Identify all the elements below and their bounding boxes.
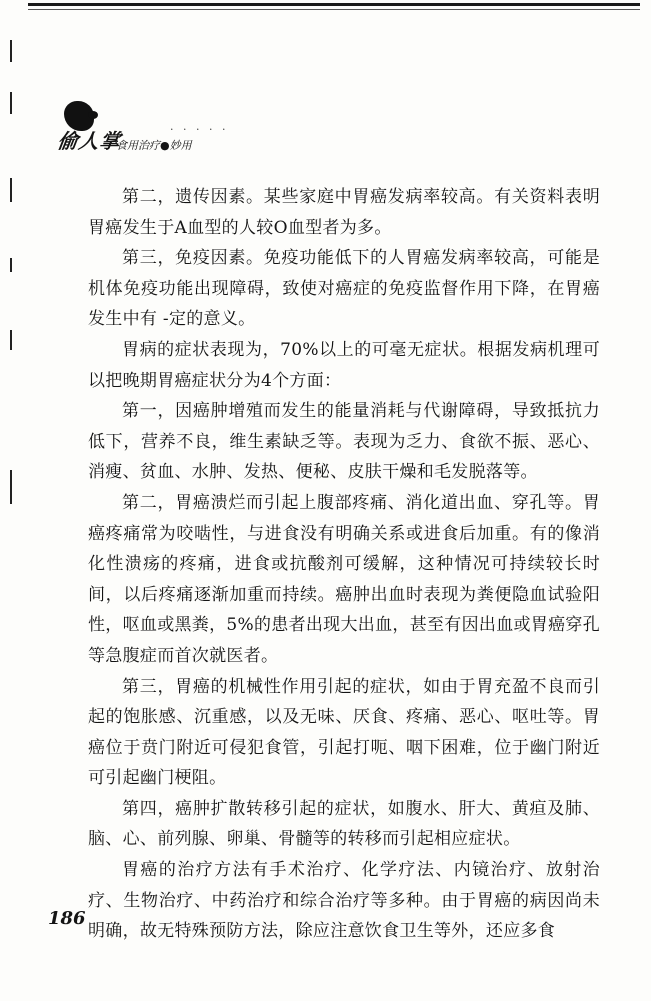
margin-mark: [10, 470, 12, 504]
book-header-logo: [52, 95, 272, 165]
paragraph: 第四，癌肿扩散转移引起的症状，如腹水、肝大、黄疸及肺、脑、心、前列腺、卵巢、骨髓等的转移而引起相应症状。: [88, 798, 600, 850]
margin-mark: [10, 178, 12, 202]
book-subtitle: 食用治疗●妙用: [116, 139, 192, 152]
margin-mark: [10, 330, 12, 350]
paragraph: 胃癌的治疗方法有手术治疗、化学疗法、内镜治疗、放射治疗、生物治疗、中药治疗和综合治疗等多种。由于胃癌的病因尚未明确，故无特殊预防方法，除应注意饮食卫生等外，还应多食: [88, 860, 600, 942]
paragraph: 第三，免疫因素。免疫功能低下的人胃癌发病率较高，可能是机体免疫功能出现障碍，致使对癌症的免疫监督作用下降，在胃癌发生中有 -定的意义。: [88, 248, 600, 330]
top-border-rule-thin: [28, 9, 640, 10]
paragraph: 第二，胃癌溃烂而引起上腹部疼痛、消化道出血、穿孔等。胃癌疼痛常为咬啮性，与进食没有明确关系或进食后加重。有的像消化性溃疡的疼痛，进食或抗酸剂可缓解，这种情况可持续较长时间，以后疼痛逐渐加重而持续。癌肿出血时表现为粪便隐血试验阳性，呕血或黑粪，5%的患者出现大出血，甚至有因出血或胃癌穿孔等急腹症而首次就医者。: [88, 492, 600, 666]
book-title: 偷人掌: [56, 129, 123, 153]
paragraph: 第二，遗传因素。某些家庭中胃癌发病率较高。有关资料表明胃癌发生于A血型的人较O血型者为多。: [88, 187, 600, 238]
paragraph: 第三，胃癌的机械性作用引起的症状，如由于胃充盈不良而引起的饱胀感、沉重感，以及无味、厌食、疼痛、恶心、呕吐等。胃癌位于贲门附近可侵犯食管，引起打呃、咽下困难，位于幽门附近可引起幽门梗阻。: [88, 676, 600, 789]
body-text: [88, 182, 600, 947]
margin-mark: [10, 92, 12, 114]
header-dots: · · · · ·: [170, 123, 229, 136]
page-number: 186: [48, 908, 86, 929]
cactus-logo-icon-detail: [88, 111, 98, 119]
margin-mark: [10, 40, 12, 62]
paragraph: 胃病的症状表现为，70%以上的可毫无症状。根据发病机理可以把晚期胃癌症状分为4个方面：: [88, 339, 600, 391]
paragraph: 第一，因癌肿增殖而发生的能量消耗与代谢障碍，导致抵抗力低下，营养不良，维生素缺乏等。表现为乏力、食欲不振、恶心、消瘦、贫血、水肿、发热、便秘、皮肤干燥和毛发脱落等。: [88, 401, 600, 483]
top-border-rule: [28, 3, 640, 6]
margin-mark: [10, 258, 12, 272]
